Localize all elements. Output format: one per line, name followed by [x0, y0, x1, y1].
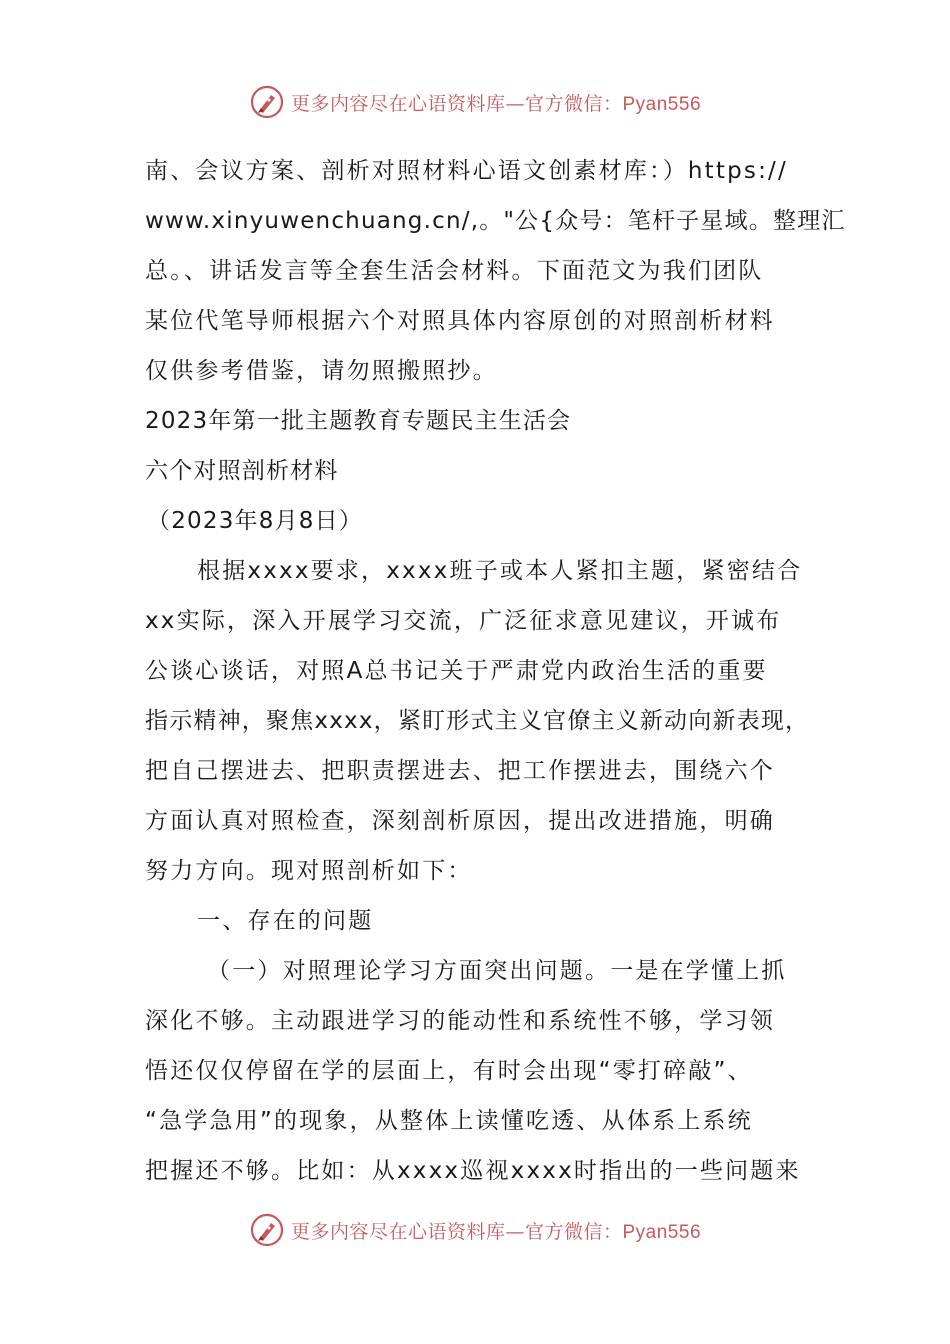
paragraph-1-line-1: 根据xxxx要求，xxxx班子或本人紧扣主题，紧密结合 [197, 558, 803, 584]
doc-title-line-1: 2023年第一批主题教育专题民主生活会 [145, 408, 572, 434]
banner-dash: — [505, 92, 525, 115]
paragraph-2-line-5: 把握还不够。比如：从xxxx巡视xxxx时指出的一些问题来 [145, 1158, 801, 1184]
banner-wechat-id: Pyan556 [622, 93, 702, 115]
paragraph-2-line-4: “急学急用”的现象，从整体上读懂吃透、从体系上系统 [145, 1108, 753, 1134]
body-line-1: 南、会议方案、剖析对照材料心语文创素材库：）https:// [145, 158, 788, 184]
doc-title-line-2: 六个对照剖析材料 [145, 458, 339, 484]
paragraph-1-line-2: xx实际，深入开展学习交流，广泛征求意见建议，开诚布 [145, 608, 782, 634]
banner-wechat-label: 官方微信： [524, 92, 623, 115]
paragraph-1-line-4: 指示精神，聚焦xxxx，紧盯形式主义官僚主义新动向新表现， [145, 708, 810, 734]
banner-title: 更多内容尽在心语资料库 [290, 92, 506, 115]
paragraph-2-line-1: （一）对照理论学习方面突出问题。一是在学懂上抓 [207, 958, 787, 984]
paragraph-2-line-2: 深化不够。主动跟进学习的能动性和系统性不够，学习领 [145, 1008, 775, 1034]
banner-wechat-id-bottom: Pyan556 [622, 1221, 702, 1243]
banner-text [291, 89, 701, 116]
paragraph-1-line-6: 方面认真对照检查，深刻剖析原因，提出改进措施，明确 [145, 808, 775, 834]
paragraph-1-line-3: 公谈心谈话，对照A总书记关于严肃党内政治生活的重要 [145, 658, 768, 684]
body-line-2: www.xinyuwenchuang.cn/,。"公{众号：笔杆子星域。整理汇 [145, 208, 846, 234]
pen-nib-circle-icon [249, 1212, 285, 1248]
paragraph-1-line-7: 努力方向。现对照剖析如下： [145, 858, 473, 884]
footer-watermark-banner [0, 1210, 950, 1250]
banner-content [249, 84, 701, 120]
body-line-3: 总。、讲话发言等全套生活会材料。下面范文为我们团队 [145, 258, 764, 284]
banner-title-bottom: 更多内容尽在心语资料库 [290, 1220, 506, 1243]
banner-dash-bottom: — [505, 1220, 525, 1243]
banner-wechat-label-bottom: 官方微信： [524, 1220, 623, 1243]
pen-nib-circle-icon [249, 84, 285, 120]
section-heading-1: 一、存在的问题 [197, 908, 374, 934]
banner-text-bottom [291, 1217, 701, 1244]
header-watermark-banner [0, 82, 950, 122]
paragraph-2-line-3: 悟还仅仅停留在学的层面上，有时会出现“零打碎敲”、 [145, 1058, 753, 1084]
body-line-5: 仅供参考借鉴，请勿照搬照抄。 [145, 358, 498, 384]
paragraph-1-line-5: 把自己摆进去、把职责摆进去、把工作摆进去，围绕六个 [145, 758, 775, 784]
doc-date: （2023年8月8日） [147, 508, 363, 534]
body-line-4: 某位代笔导师根据六个对照具体内容原创的对照剖析材料 [145, 308, 775, 334]
document-body [145, 146, 846, 1196]
banner-content-bottom [249, 1212, 701, 1248]
